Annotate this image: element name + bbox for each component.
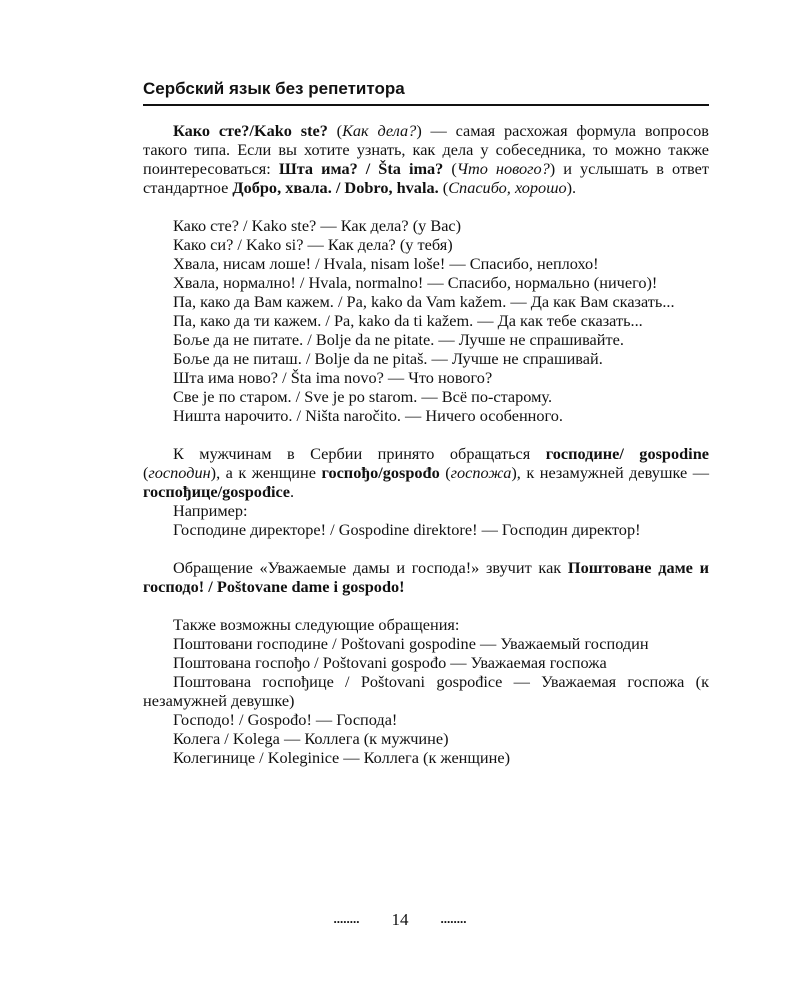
folio: [0, 909, 800, 931]
text-run: Боље да не питате. / Bolje da ne pitate. — Лучше не спрашивайте.: [173, 330, 624, 349]
italic-translation: Что нового?: [456, 159, 550, 178]
paragraph: [143, 748, 709, 767]
text-run: Па, како да ти кажем. / Pa, kako da ti kažem. — Да как тебе сказать...: [173, 311, 643, 330]
text-run: Колега / Kolega — Коллега (к мужчине): [173, 729, 449, 748]
text-run: Ништа нарочито. / Ništa naročito. — Ничего особенного.: [173, 406, 563, 425]
body-text: [143, 121, 709, 767]
paragraph: [143, 729, 709, 748]
text-run: ), а к женщине: [210, 463, 322, 482]
text-run: Све је по старом. / Sve je po starom. — Всё по-старому.: [173, 387, 553, 406]
paragraph: [143, 121, 709, 197]
book-page: [143, 78, 709, 767]
text-run: (: [438, 178, 449, 197]
folio-left-dots: ........: [333, 911, 360, 926]
bold-term: Поштоване даме и господо! / Poštovane dame i gospodo!: [143, 558, 709, 596]
italic-translation: госпожа: [450, 463, 512, 482]
italic-translation: Как дела?: [342, 121, 417, 140]
text-run: (: [143, 463, 149, 482]
text-run: Па, како да Вам кажем. / Pa, kako da Vam kažem. — Да как Вам сказать...: [173, 292, 675, 311]
text-run: ) и услышать в ответ стандартное: [143, 159, 709, 197]
paragraph: [143, 387, 709, 406]
bold-term: Шта има? / Šta ima?: [278, 159, 444, 178]
running-head: Сербский язык без репетитора: [143, 78, 709, 106]
paragraph: [143, 653, 709, 672]
text-run: Хвала, нисам лоше! / Hvala, nisam loše! — Спасибо, неплохо!: [173, 254, 599, 273]
paragraph: [143, 710, 709, 729]
paragraph: [143, 558, 709, 596]
paragraph: [143, 406, 709, 425]
text-run: Господине директоре! / Gospodine direktore! — Господин директор!: [173, 520, 641, 539]
bold-term: госпођице/gospođice: [143, 482, 290, 501]
bold-term: госпођо/gospođo: [321, 463, 440, 482]
text-run: Поштовани господине / Poštovani gospodine — Уважаемый господин: [173, 634, 649, 653]
text-run: Како си? / Kako si? — Как дела? (у тебя): [173, 235, 453, 254]
paragraph: [143, 311, 709, 330]
paragraph: [143, 349, 709, 368]
paragraph: [143, 615, 709, 634]
text-run: (: [443, 159, 457, 178]
bold-term: господине/ gospodine: [545, 444, 709, 463]
text-run: ).: [566, 178, 577, 197]
italic-translation: господин: [148, 463, 211, 482]
text-run: Обращение «Уважаемые дамы и господа!» звучит как: [173, 558, 568, 577]
paragraph: [143, 254, 709, 273]
text-run: Господо! / Gospođo! — Господа!: [173, 710, 398, 729]
italic-translation: Спасибо, хорошо: [448, 178, 567, 197]
text-run: К мужчинам в Сербии принято обращаться: [173, 444, 546, 463]
text-run: ) — самая расхожая формула вопросов такого типа. Если вы хотите узнать, как дела у собеседника, то можно также поинтересоваться:: [143, 121, 709, 178]
paragraph: [143, 273, 709, 292]
text-run: Также возможны следующие обращения:: [173, 615, 460, 634]
paragraph: [143, 672, 709, 710]
paragraph: [143, 235, 709, 254]
paragraph: [143, 368, 709, 387]
text-run: Шта има ново? / Šta ima novo? — Что нового?: [173, 368, 493, 387]
text-run: .: [289, 482, 295, 501]
paragraph: [143, 634, 709, 653]
paragraph: [143, 444, 709, 501]
text-run: Колегинице / Koleginice — Коллега (к женщине): [173, 748, 511, 767]
text-run: (: [439, 463, 451, 482]
paragraph: [143, 216, 709, 235]
paragraph: [143, 292, 709, 311]
text-run: Например:: [173, 501, 248, 520]
paragraph: [143, 520, 709, 539]
paragraph: [143, 330, 709, 349]
folio-right-dots: ........: [440, 911, 467, 926]
text-run: Боље да не питаш. / Bolje da ne pitaš. — Лучше не спрашивай.: [173, 349, 603, 368]
paragraph: [143, 501, 709, 520]
text-run: Поштована госпођице / Poštovani gospođice — Уважаемая госпожа (к незамужней девушке): [143, 672, 709, 710]
text-run: Хвала, нормално! / Hvala, normalno! — Спасибо, нормально (ничего)!: [173, 273, 658, 292]
bold-term: Како сте?/Kako ste?: [173, 121, 328, 140]
text-run: (: [327, 121, 343, 140]
page-number: 14: [391, 910, 409, 929]
bold-term: Добро, хвала. / Dobro, hvala.: [232, 178, 439, 197]
text-run: ), к незамужней девушке —: [511, 463, 709, 482]
text-run: Поштована госпођо / Poštovani gospođo — Уважаемая госпожа: [173, 653, 607, 672]
text-run: Како сте? / Kako ste? — Как дела? (у Вас): [173, 216, 462, 235]
